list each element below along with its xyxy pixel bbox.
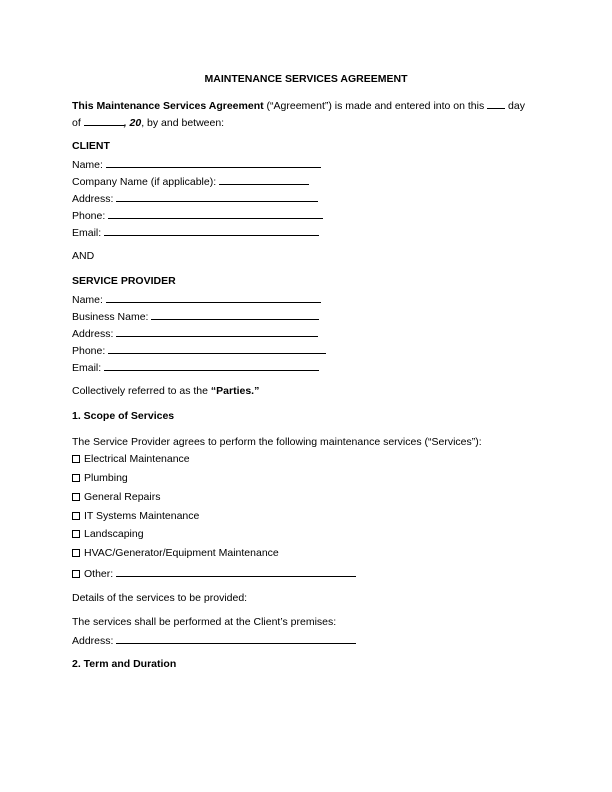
checkbox-label: HVAC/Generator/Equipment Maintenance xyxy=(84,547,279,559)
other-input[interactable] xyxy=(116,566,356,577)
intro-line-2 xyxy=(72,115,224,130)
client-phone-input[interactable] xyxy=(108,208,323,219)
checkbox-label: IT Systems Maintenance xyxy=(84,510,200,522)
client-phone-field xyxy=(72,208,323,223)
intro-year: , 20 xyxy=(123,117,142,129)
parties-term: “Parties.” xyxy=(210,385,260,397)
checkbox[interactable] xyxy=(72,493,80,501)
provider-heading: SERVICE PROVIDER xyxy=(72,275,176,287)
field-label: Name: xyxy=(72,294,106,306)
checkbox-item[interactable] xyxy=(72,453,190,466)
parties-line xyxy=(72,385,259,398)
field-label: Name: xyxy=(72,159,106,171)
checkbox-label: Other: xyxy=(84,568,117,580)
field-label: Address: xyxy=(72,635,117,647)
client-name-input[interactable] xyxy=(106,157,321,168)
checkbox-label: Landscaping xyxy=(84,528,144,540)
intro-day-suffix: day xyxy=(505,100,525,112)
parties-text: Collectively referred to as the xyxy=(72,385,211,397)
month-blank[interactable] xyxy=(84,115,124,126)
field-label: Address: xyxy=(72,328,117,340)
provider-email-input[interactable] xyxy=(104,360,319,371)
client-company-input[interactable] xyxy=(219,174,309,185)
client-name-field xyxy=(72,157,321,172)
details-label: Details of the services to be provided: xyxy=(72,592,248,604)
checkbox-item[interactable] xyxy=(72,528,144,541)
field-label: Business Name: xyxy=(72,311,152,323)
client-company-field xyxy=(72,174,309,189)
premises-address-input[interactable] xyxy=(116,633,356,644)
client-heading: CLIENT xyxy=(72,140,110,152)
checkbox-label: Plumbing xyxy=(84,472,128,484)
client-address-input[interactable] xyxy=(116,191,318,202)
field-label: Email: xyxy=(72,362,105,374)
intro-lead: This Maintenance Services Agreement xyxy=(72,100,264,112)
client-email-field xyxy=(72,225,319,240)
client-address-field xyxy=(72,191,318,206)
and-label: AND xyxy=(72,250,95,262)
checkbox-item[interactable] xyxy=(72,472,128,485)
provider-name-input[interactable] xyxy=(106,292,321,303)
field-label: Address: xyxy=(72,193,117,205)
provider-name-field xyxy=(72,292,321,307)
checkbox[interactable] xyxy=(72,474,80,482)
intro-tail: , by and between: xyxy=(141,117,225,129)
checkbox[interactable] xyxy=(72,530,80,538)
checkbox[interactable] xyxy=(72,570,80,578)
field-label: Phone: xyxy=(72,210,109,222)
intro-of: of xyxy=(72,117,84,129)
checkbox-item-other[interactable] xyxy=(72,566,356,581)
checkbox-item[interactable] xyxy=(72,547,279,560)
provider-phone-input[interactable] xyxy=(108,343,326,354)
provider-address-field xyxy=(72,326,318,341)
section-2-heading: 2. Term and Duration xyxy=(72,658,177,670)
provider-business-input[interactable] xyxy=(151,309,319,320)
checkbox-label: Electrical Maintenance xyxy=(84,453,190,465)
provider-email-field xyxy=(72,360,319,375)
intro-text: (“Agreement”) is made and entered into on this xyxy=(263,100,488,112)
day-blank[interactable] xyxy=(487,98,505,109)
section-1-intro: The Service Provider agrees to perform the following maintenance services (“Services”): xyxy=(72,436,482,448)
checkbox[interactable] xyxy=(72,549,80,557)
client-email-input[interactable] xyxy=(104,225,319,236)
provider-phone-field xyxy=(72,343,326,358)
checkbox[interactable] xyxy=(72,455,80,463)
checkbox-label: General Repairs xyxy=(84,491,161,503)
provider-business-field xyxy=(72,309,319,324)
checkbox[interactable] xyxy=(72,512,80,520)
section-1-heading: 1. Scope of Services xyxy=(72,410,175,422)
intro-line-1 xyxy=(72,98,525,113)
field-label: Company Name (if applicable): xyxy=(72,176,220,188)
premises-address-field xyxy=(72,633,356,648)
checkbox-item[interactable] xyxy=(72,510,199,523)
field-label: Phone: xyxy=(72,345,109,357)
provider-address-input[interactable] xyxy=(116,326,318,337)
field-label: Email: xyxy=(72,227,105,239)
document-title: MAINTENANCE SERVICES AGREEMENT xyxy=(204,73,408,85)
premises-text: The services shall be performed at the Client’s premises: xyxy=(72,616,337,628)
checkbox-item[interactable] xyxy=(72,491,160,504)
